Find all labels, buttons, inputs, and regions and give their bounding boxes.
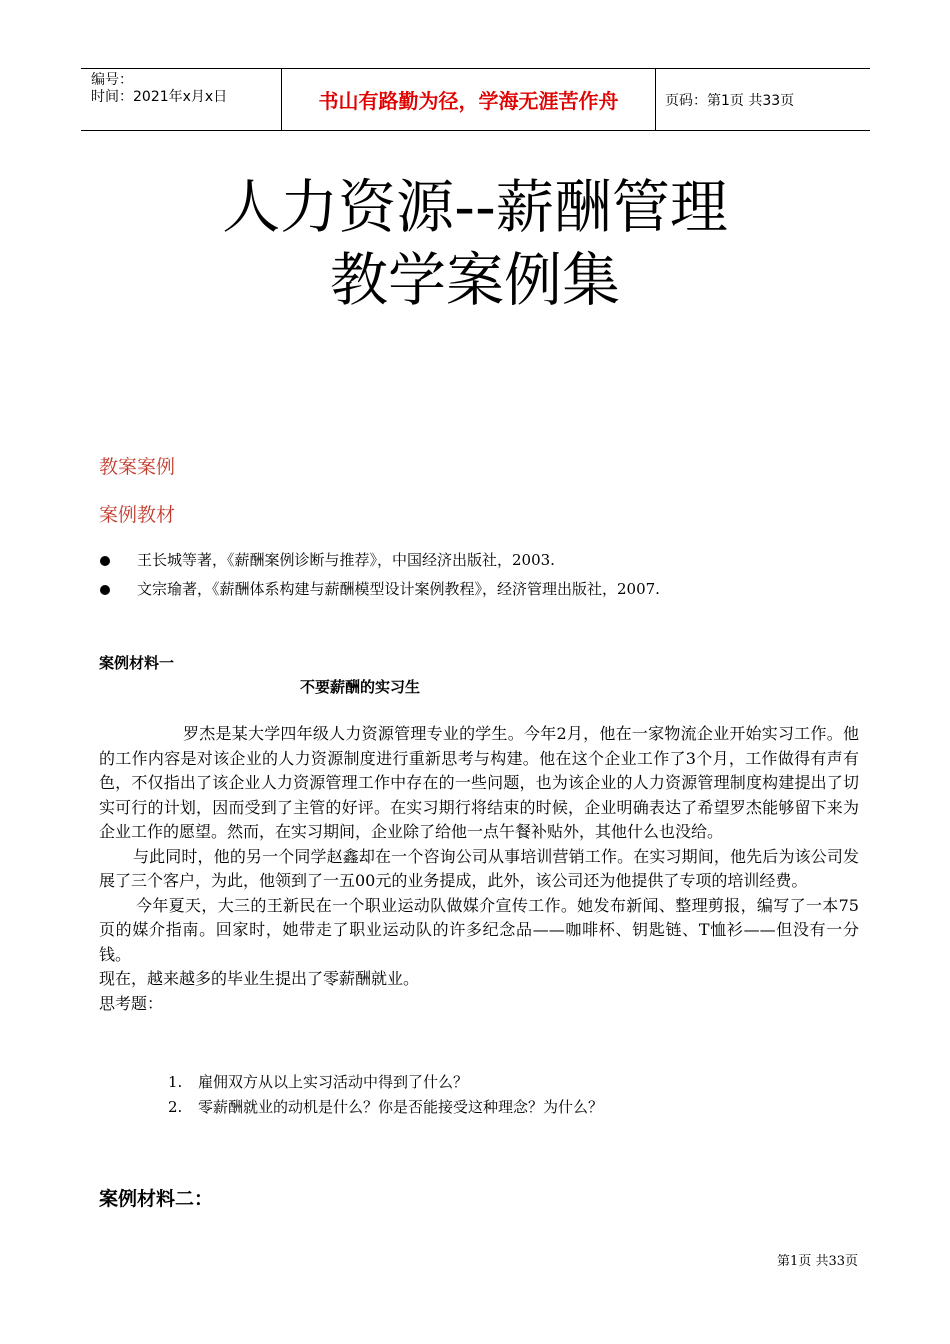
footer-page-info: 第1页 共33页 (777, 1254, 858, 1269)
question-item (168, 1096, 603, 1117)
reference-list (99, 546, 879, 604)
question-text: 雇佣双方从以上实习活动中得到了什么？ (198, 1073, 469, 1091)
header-table (81, 68, 870, 131)
reference-item (99, 546, 879, 575)
paragraph: 思考题： (99, 993, 164, 1013)
header-meta (81, 69, 281, 130)
question-text: 零薪酬就业的动机是什么？你是否能接受这种理念？为什么？ (198, 1098, 604, 1116)
number-label: 编号： (91, 72, 133, 88)
header-motto: 书山有路勤为径，学海无涯苦作舟 (281, 69, 656, 130)
time-label: 时间：2021年x月x日 (91, 89, 228, 105)
document-title-line1: 人力资源--薪酬管理 (222, 173, 728, 241)
case2-label: 案例材料二： (99, 1188, 214, 1210)
paragraph: 今年夏天，大三的王新民在一个职业运动队做媒介宣传工作。她发布新闻、整理剪报，编写了一本75页的媒介指南。回家时，她带走了职业运动队的许多纪念品——咖啡杯、钥匙链、T恤衫——但没有一分钱。 (99, 895, 859, 964)
reference-text: 文宗瑜著，《薪酬体系构建与薪酬模型设计案例教程》，经济管理出版社，2007. (137, 580, 660, 598)
document-title-line2: 教学案例集 (329, 246, 620, 314)
question-number: 1. (168, 1073, 183, 1091)
question-item (168, 1071, 468, 1092)
section-heading-teaching-cases: 教案案例 (99, 456, 176, 478)
question-number: 2. (168, 1098, 183, 1116)
section-heading-case-materials: 案例教材 (99, 504, 176, 526)
paragraph: 与此同时，他的另一个同学赵鑫却在一个咨询公司从事培训营销工作。在实习期间，他先后为该公司发展了三个客户，为此，他领到了一五00元的业务提成，此外，该公司还为他提供了专项的培训经费。 (99, 846, 859, 890)
header-page-info: 页码：第1页 共33页 (665, 92, 795, 109)
paragraph: 罗杰是某大学四年级人力资源管理专业的学生。今年2月，他在一家物流企业开始实习工作。他的工作内容是对该企业的人力资源制度进行重新思考与构建。他在这个企业工作了3个月，工作做得有声有色，不仅指出了该企业人力资源管理工作中存在的一些问题，也为该企业的人力资源管理制度构建提出了切实可行的计划，因而受到了主管的好评。在实习期行将结束的时候，企业明确表达了希望罗杰能够留下来为企业工作的愿望。然而，在实习期间，企业除了给他一点午餐补贴外，其他什么也没给。 (99, 724, 859, 841)
bullet-icon (100, 556, 110, 566)
paragraph: 现在，越来越多的毕业生提出了零薪酬就业。 (99, 969, 420, 988)
reference-text: 王长城等著，《薪酬案例诊断与推荐》，中国经济出版社，2003. (137, 551, 555, 569)
reference-item (99, 575, 879, 604)
case1-title: 不要薪酬的实习生 (300, 678, 421, 696)
bullet-icon (100, 585, 110, 595)
case1-body (99, 722, 859, 1016)
case1-label: 案例材料一 (99, 654, 175, 672)
